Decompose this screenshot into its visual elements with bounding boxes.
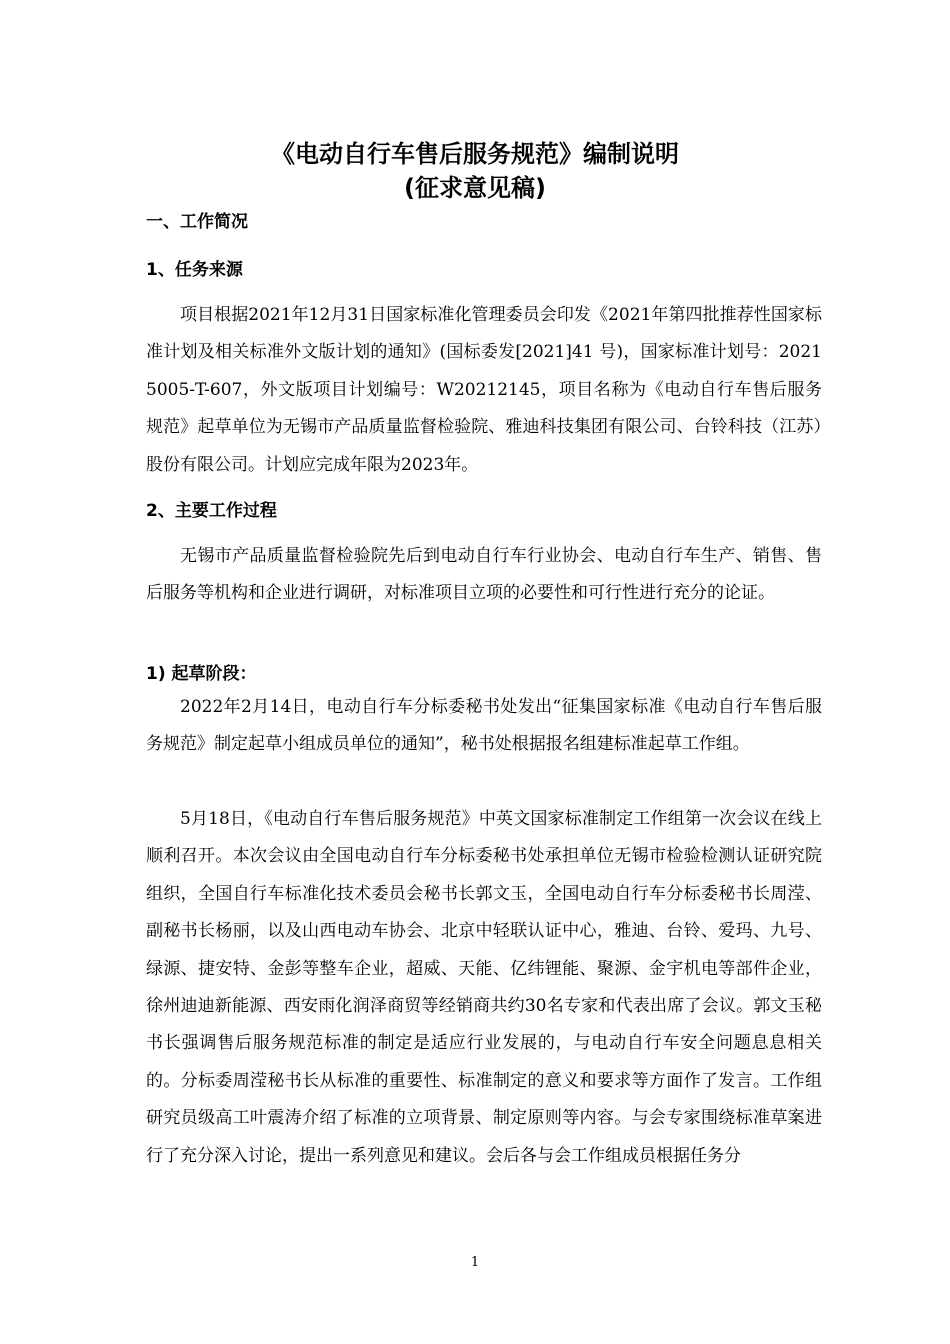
section-heading-work-overview: 一、工作简况 [146, 212, 248, 232]
paragraph-task-source: 项目根据2021年12月31日国家标准化管理委员会印发《2021年第四批推荐性国家标准计划及相关标准外文版计划的通知》(国标委发[2021]41 号)，国家标准计划号：20215005-T-607，外文版项目计划编号：W20212145，项目名称为《电动自行车售后服务规范》起草单位为无锡市产品质量监督检验院、雅迪科技集团有限公司、台铃科技（江苏）股份有限公司。计划应完成年限为2023年。 [146, 305, 822, 475]
subsection-heading-work-process: 2、主要工作过程 [146, 501, 277, 521]
paragraph-first-meeting: 5月18日，《电动自行车售后服务规范》中英文国家标准制定工作组第一次会议在线上顺利召开。本次会议由全国电动自行车分标委秘书处承担单位无锡市检验检测认证研究院组织，全国自行车标准化技术委员会秘书长郭文玉，全国电动自行车分标委秘书长周滢、副秘书长杨丽，以及山西电动车协会、北京中轻联认证中心，雅迪、台铃、爱玛、九号、绿源、捷安特、金彭等整车企业，超威、天能、亿纬锂能、聚源、金宇机电等部件企业，徐州迪迪新能源、西安雨化润泽商贸等经销商共约30名专家和代表出席了会议。郭文玉秘书长强调售后服务规范标准的制定是适应行业发展的，与电动自行车安全问题息息相关的。分标委周滢秘书长从标准的重要性、标准制定的意义和要求等方面作了发言。工作组研究员级高工叶震涛介绍了标准的立项背景、制定原则等内容。与会专家围绕标准草案进行了充分深入讨论，提出一系列意见和建议。会后各与会工作组成员根据任务分 [146, 809, 822, 1166]
paragraph-work-process: 无锡市产品质量监督检验院先后到电动自行车行业协会、电动自行车生产、销售、售后服务等机构和企业进行调研，对标准项目立项的必要性和可行性进行充分的论证。 [146, 546, 822, 604]
document-title: 《电动自行车售后服务规范》编制说明 [271, 140, 679, 168]
page-number: 1 [470, 1255, 480, 1270]
subsection-heading-task-source: 1、任务来源 [146, 260, 243, 280]
document-subtitle: (征求意见稿) [404, 174, 546, 202]
stage-heading-drafting: 1) 起草阶段： [146, 664, 257, 684]
paragraph-drafting-notice: 2022年2月14日，电动自行车分标委秘书处发出“征集国家标准《电动自行车售后服务规范》制定起草小组成员单位的通知”，秘书处根据报名组建标准起草工作组。 [146, 697, 822, 755]
